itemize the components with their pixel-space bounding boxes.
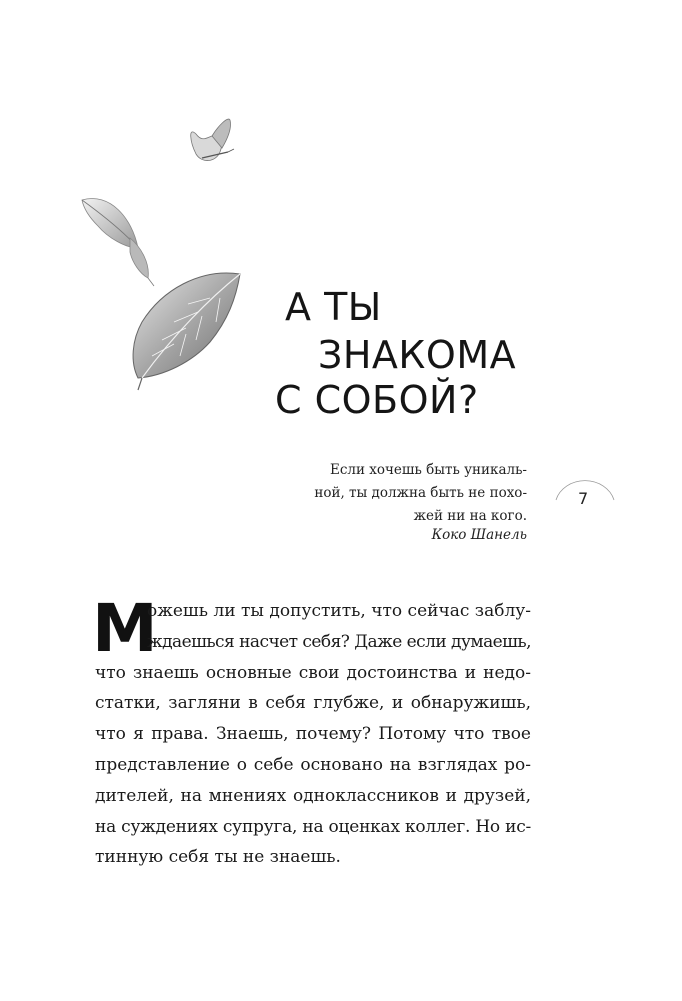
body-line: представление о себе основано на взглядах ро- — [95, 754, 531, 775]
body-line: статки, загляни в себя глубже, и обнаружишь, — [95, 693, 531, 714]
body-line: дителей, на мнениях одноклассников и друзей, — [95, 785, 531, 806]
drop-cap: М — [92, 590, 158, 667]
epigraph — [300, 459, 527, 528]
body-line: на суждениях супруга, на оценках коллег. Но ис- — [95, 816, 531, 837]
epigraph-line: Если хочешь быть уникаль- — [329, 462, 527, 478]
body-line: ждаешься насчет себя? Даже если думаешь, — [147, 631, 531, 652]
body-paragraph — [95, 596, 531, 873]
leaf-icon — [82, 199, 154, 286]
epigraph-author: Коко Шанель — [431, 527, 527, 543]
body-line: тинную себя ты не знаешь. — [95, 847, 341, 868]
body-line: ожешь ли ты допустить, что сейчас заблу- — [147, 601, 531, 621]
leaf-icon — [133, 273, 240, 390]
chapter-title-line-3: С СОБОЙ? — [275, 378, 479, 422]
body-line: что знаешь основные свои достоинства и недо- — [95, 662, 531, 683]
epigraph-line: ной, ты должна быть не похо- — [314, 485, 527, 501]
page-number: 7 — [578, 489, 589, 508]
body-line: что я права. Знаешь, почему? Потому что твое — [95, 724, 531, 745]
leaves-illustration — [70, 108, 260, 408]
butterfly-icon — [191, 119, 234, 160]
chapter-title-line-1: А ТЫ — [285, 285, 382, 329]
chapter-title-line-2: ЗНАКОМА — [318, 333, 517, 377]
epigraph-line: жей ни на кого. — [413, 508, 527, 524]
